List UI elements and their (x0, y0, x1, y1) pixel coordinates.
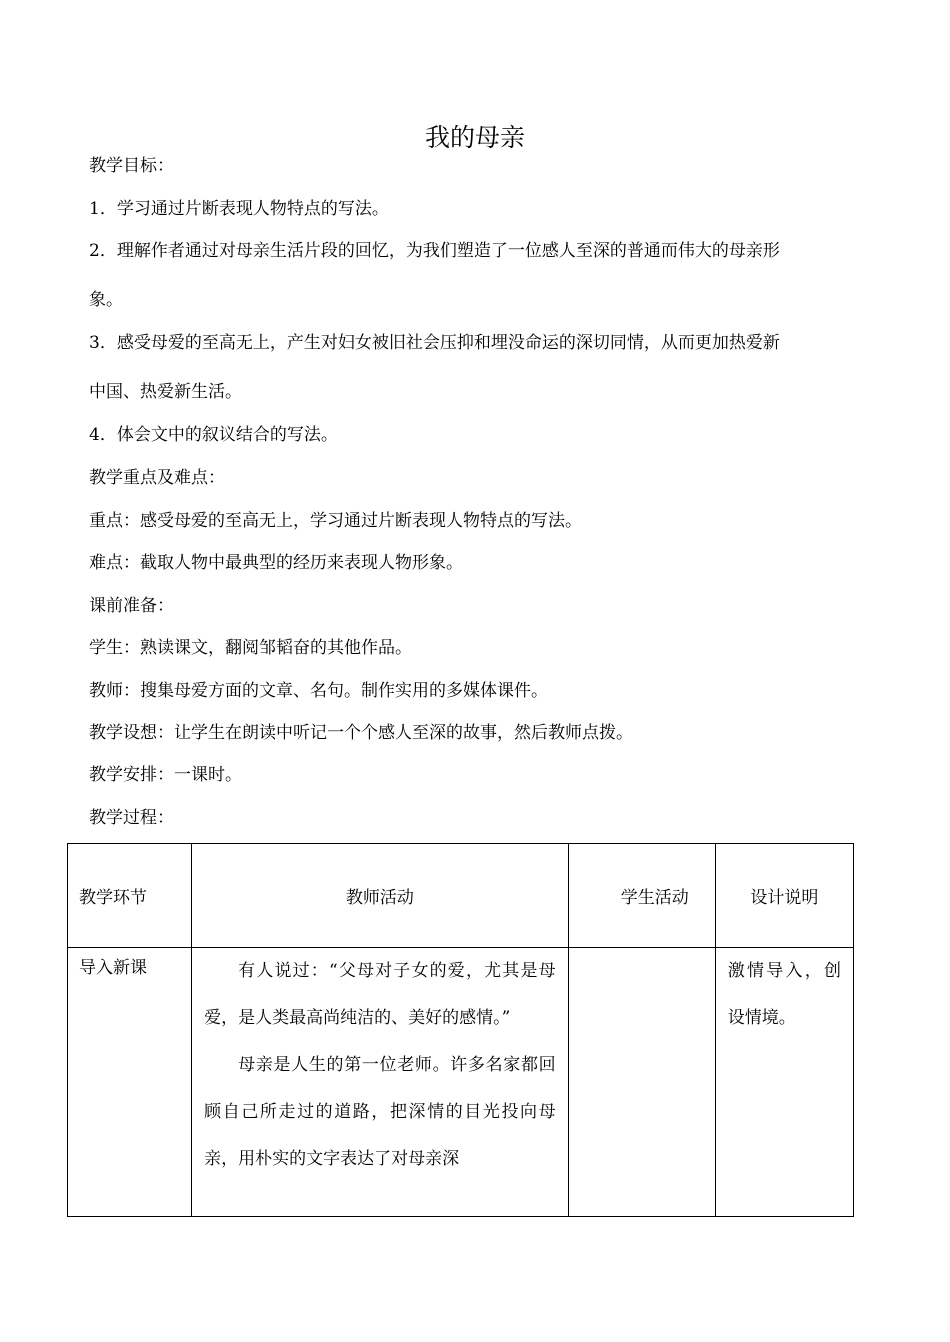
teacher-activity-paragraph-2: 母亲是人生的第一位老师。许多名家都回顾自己所走过的道路，把深情的目光投向母亲，用朴实的文字表达了对母亲深 (204, 1055, 556, 1169)
key-point: 重点：感受母爱的至高无上，学习通过片断表现人物特点的写法。 (89, 511, 582, 531)
section-heading-preparation: 课前准备： (89, 596, 174, 616)
section-heading-objectives: 教学目标： (89, 156, 174, 176)
teaching-process-table (67, 843, 854, 1217)
row-design-note: 激情导入，创设情境。 (715, 948, 853, 1217)
objective-4: 4．体会文中的叙议结合的写法。 (89, 425, 338, 445)
teaching-arrangement: 教学安排：一课时。 (89, 765, 242, 785)
header-design-note: 设计说明 (715, 844, 853, 948)
header-teacher-activity: 教师活动 (192, 844, 568, 948)
student-preparation: 学生：熟读课文，翻阅邹韬奋的其他作品。 (89, 638, 412, 658)
row-teacher-activity (192, 948, 568, 1217)
document-title: 我的母亲 (424, 123, 525, 152)
teaching-concept: 教学设想：让学生在朗读中听记一个个感人至深的故事，然后教师点拨。 (89, 723, 633, 743)
teacher-activity-paragraph-1: 有人说过：“父母对子女的爱，尤其是母爱，是人类最高尚纯洁的、美好的感情。” (204, 961, 556, 1028)
header-stage: 教学环节 (68, 844, 192, 948)
table-row (68, 948, 854, 1217)
teacher-preparation: 教师：搜集母爱方面的文章、名句。制作实用的多媒体课件。 (89, 681, 548, 701)
header-student-activity: 学生活动 (568, 844, 715, 948)
objective-3-line1: 3．感受母爱的至高无上，产生对妇女被旧社会压抑和埋没命运的深切同情，从而更加热爱新 (89, 333, 780, 353)
row-stage: 导入新课 (68, 948, 192, 1217)
objective-2-line2: 象。 (89, 290, 123, 310)
objective-3-line2: 中国、热爱新生活。 (89, 382, 242, 402)
difficult-point: 难点：截取人物中最典型的经历来表现人物形象。 (89, 553, 463, 573)
objective-1: 1．学习通过片断表现人物特点的写法。 (89, 199, 389, 219)
objective-2-line1: 2．理解作者通过对母亲生活片段的回忆，为我们塑造了一位感人至深的普通而伟大的母亲形 (89, 241, 780, 261)
section-heading-key-points: 教学重点及难点： (89, 468, 225, 488)
table-header-row (68, 844, 854, 948)
row-student-activity (568, 948, 715, 1217)
section-heading-process: 教学过程： (89, 808, 174, 828)
